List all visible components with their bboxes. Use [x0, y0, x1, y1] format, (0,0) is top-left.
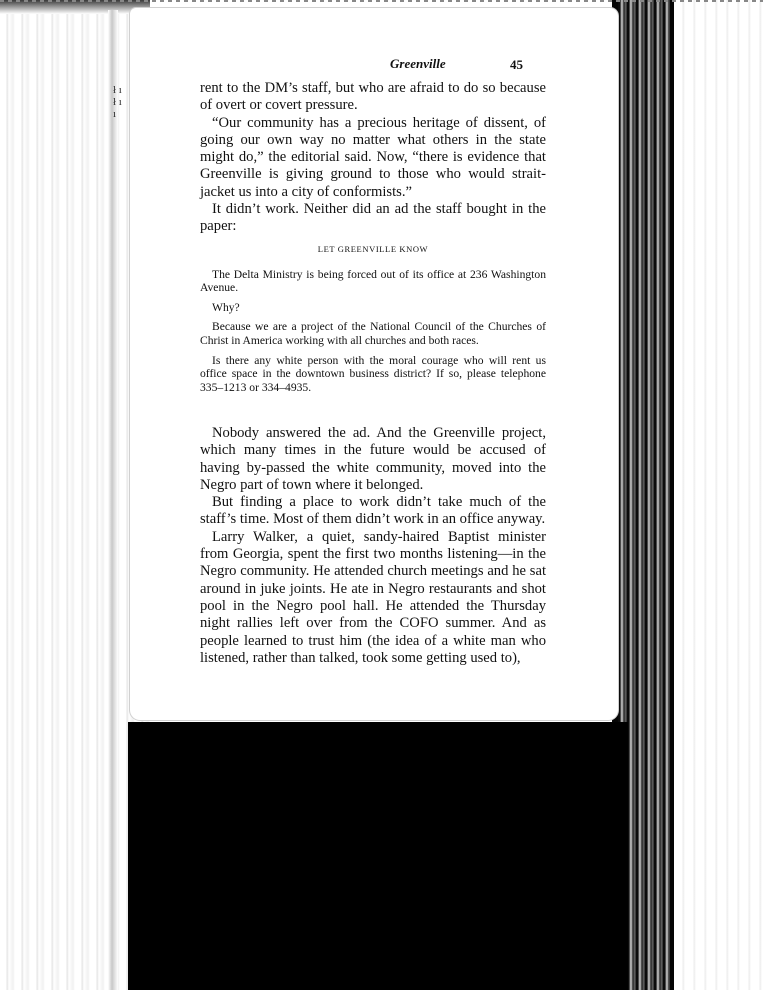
body-text-top: [200, 80, 546, 236]
paragraph: rent to the DM’s staff, but who are afraid to do so because of overt or covert pressure.: [200, 80, 546, 114]
paragraph: But finding a place to work didn’t take much of the staff’s time. Most of them didn’t work in an office anyway.: [200, 494, 546, 528]
scanner-right-margin: [674, 0, 763, 990]
scan-top-border: [0, 0, 763, 2]
ad-paragraph: The Delta Ministry is being forced out of its office at 236 Washington Avenue.: [200, 267, 546, 295]
ad-title: LET GREENVILLE KNOW: [317, 244, 429, 254]
book-spine-shadow: [108, 10, 118, 990]
paragraph: It didn’t work. Neither did an ad the staff bought in the paper:: [200, 201, 546, 235]
page-number: 45: [510, 57, 523, 72]
running-head-title: Greenville: [390, 56, 446, 71]
ad-paragraph: Because we are a project of the National Council of the Churches of Christ in America working with all churches and both races.: [200, 320, 546, 347]
paragraph: “Our community has a precious heritage of dissent, of going our own way no matter what others in the state might do,” the editorial said. Now, “there is evidence that Greenville is giving ground to those who would strait-jacket us into a city of conformists.”: [200, 114, 546, 200]
scanner-left-shadow: [0, 0, 150, 14]
paragraph: Larry Walker, a quiet, sandy-haired Baptist minister from Georgia, spent the first two months listening—in the Negro community. He attended church meetings and he sat around in juke joints. He ate in Negro restaurants and shot pool in the Negro pool hall. He attended the Thursday night rallies left over from the COFO summer. And as people learned to trust him (the idea of a white man who listened, rather than talked, took some getting used to),: [200, 528, 546, 666]
running-head: [390, 56, 540, 76]
ad-paragraph: Is there any white person with the moral courage who will rent us office space in the downtown business district? If so, please telephone 335–1213 or 334–4935.: [200, 353, 546, 394]
ad-paragraph: Why?: [212, 300, 240, 314]
newspaper-ad-quote: [200, 243, 546, 400]
margin-annotation-marks: ł ı ł ı ı: [113, 84, 122, 120]
paragraph: Nobody answered the ad. And the Greenville project, which many times in the future would be accused of having by-passed the white community, moved into the Negro part of town where it belonged.: [200, 425, 546, 493]
scanner-lower-dark-area: [128, 722, 628, 990]
body-text-bottom: [200, 425, 546, 667]
